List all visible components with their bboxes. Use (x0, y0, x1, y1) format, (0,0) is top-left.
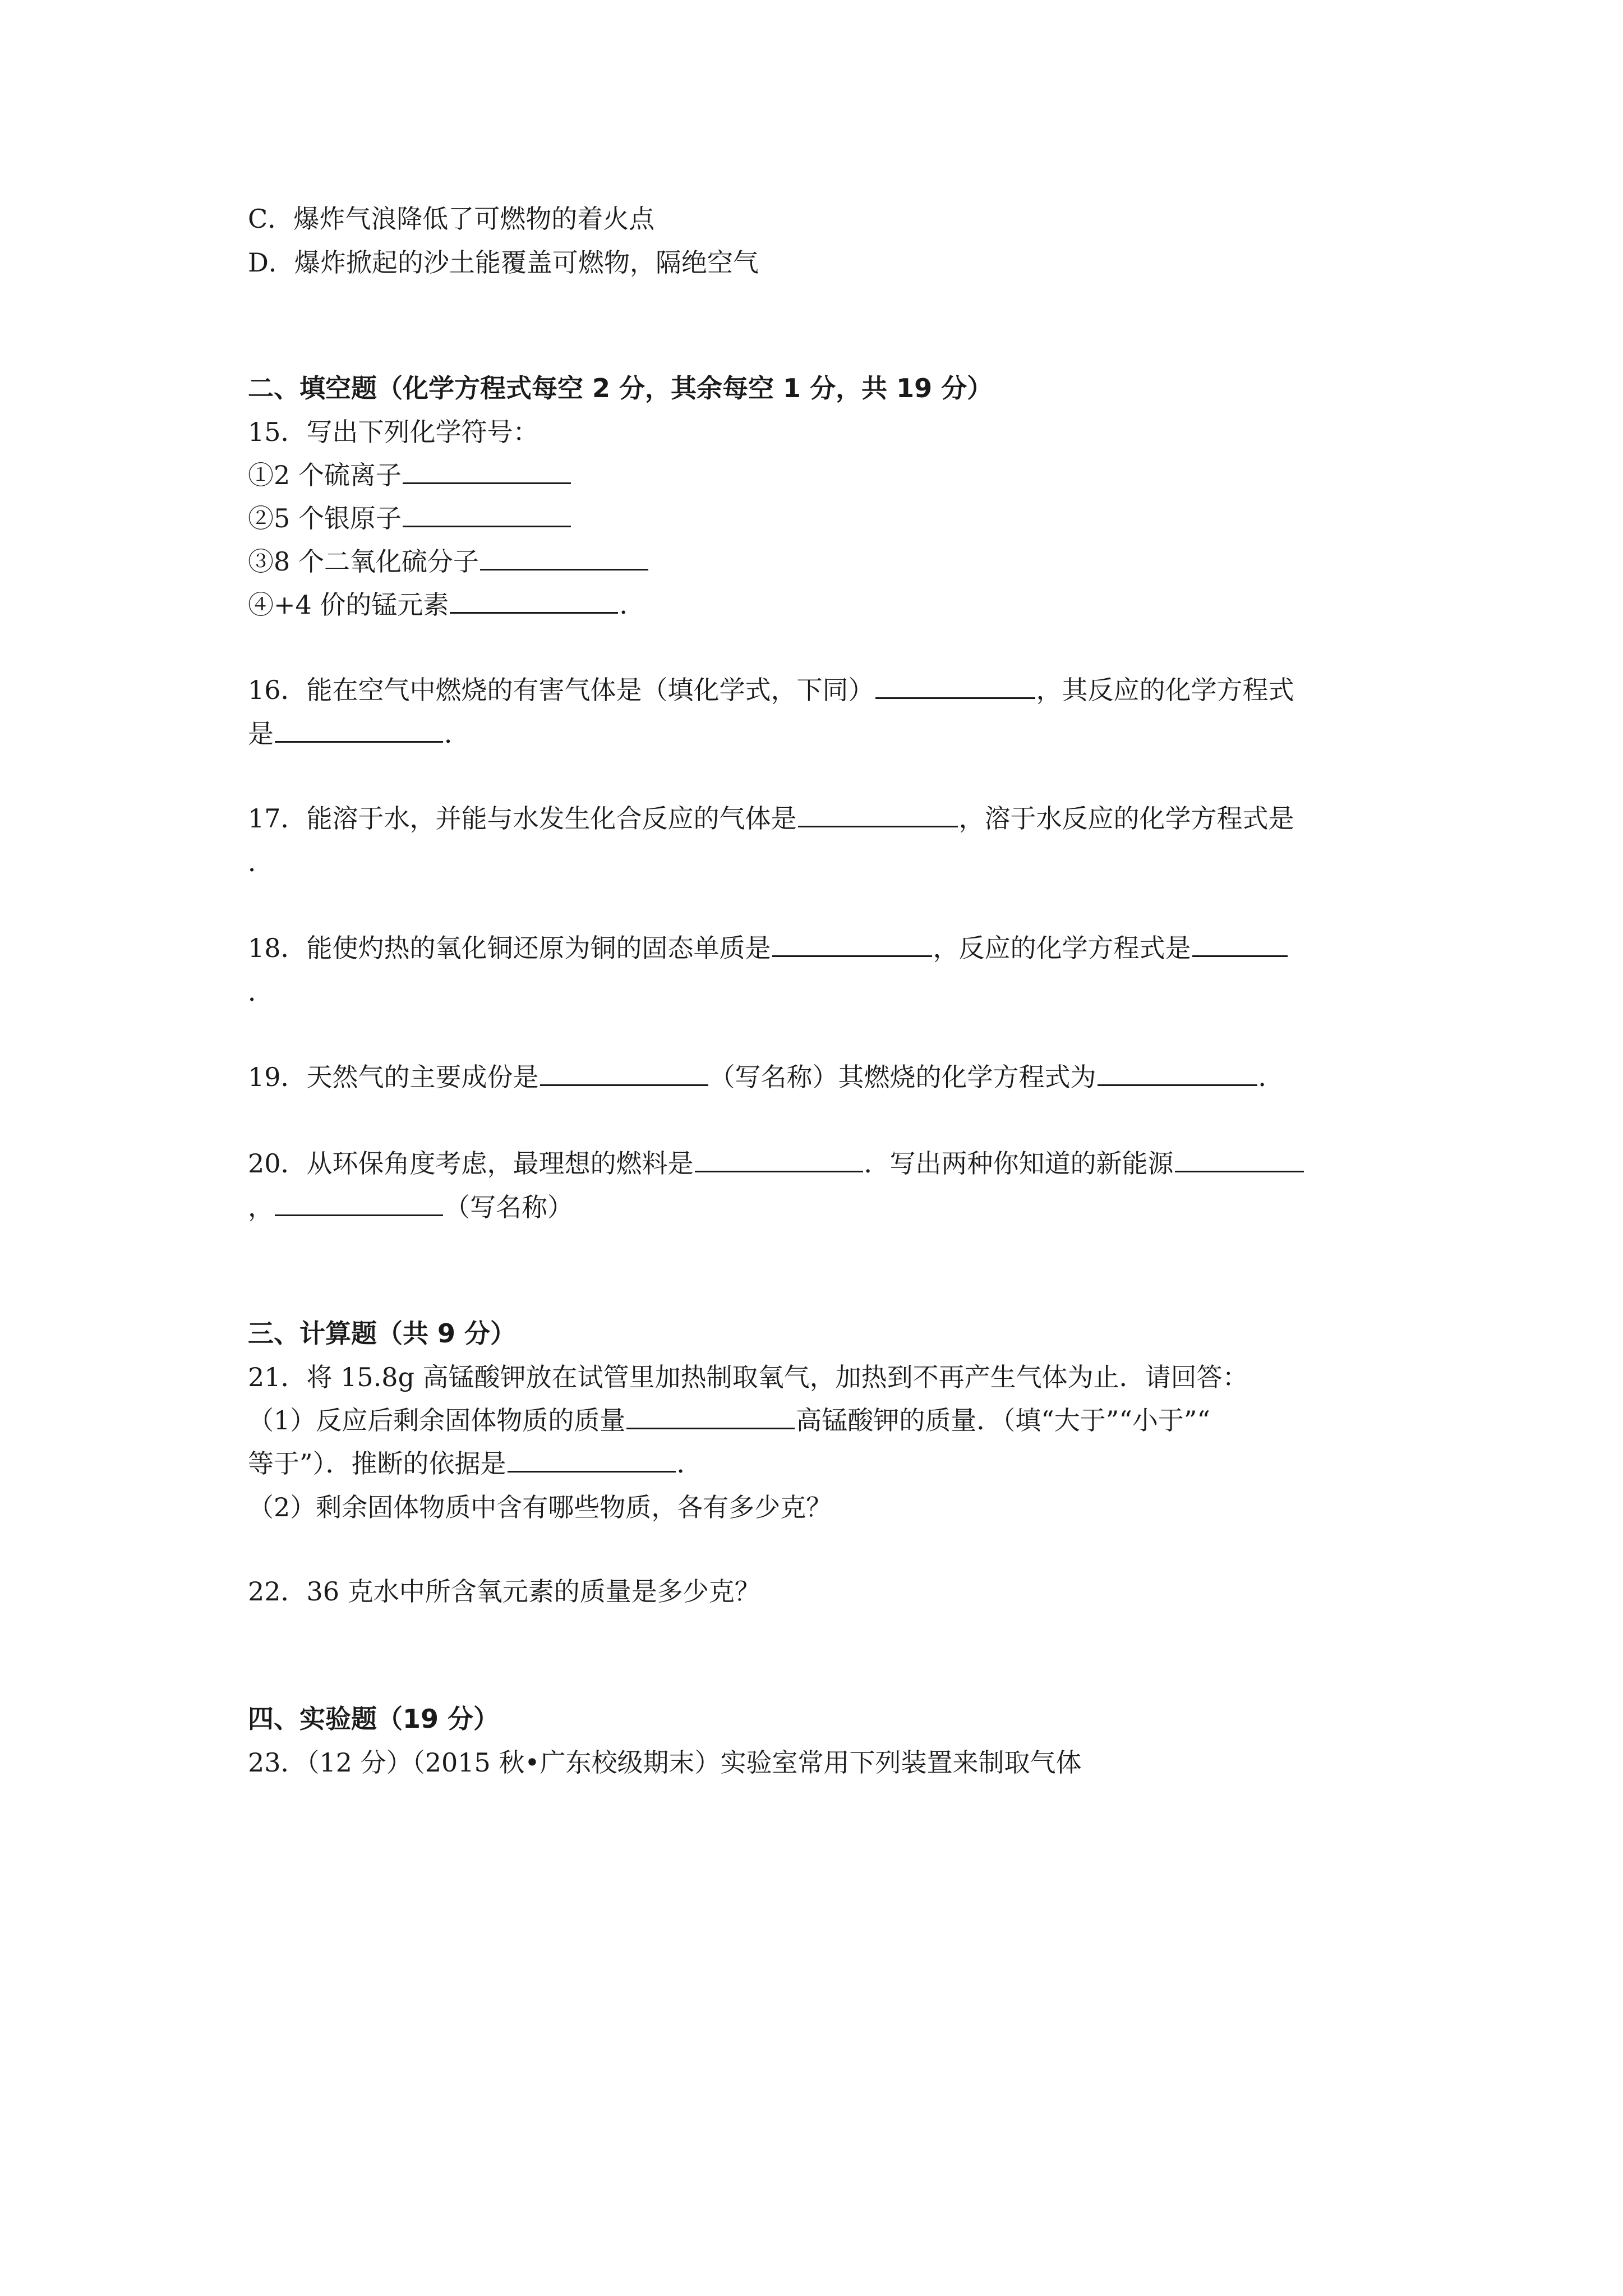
section-4-title: 四、实验题（19 分） (248, 1704, 500, 1734)
answer-blank[interactable] (275, 719, 443, 743)
question-18-line-1 (248, 930, 1289, 966)
question-16-text-a: 16．能在空气中燃烧的有害气体是（填化学式，下同） (248, 675, 874, 705)
question-16-text-c: 是 (248, 719, 274, 749)
question-16-line-1 (248, 672, 1294, 708)
question-21-part-1-cont (248, 1446, 703, 1481)
period: ． (676, 1448, 703, 1479)
question-17-text-b: ，溶于水反应的化学方程式是 (958, 803, 1294, 834)
comma: ， (248, 1192, 274, 1222)
question-19 (248, 1059, 1284, 1095)
answer-blank[interactable] (1192, 933, 1288, 957)
question-19-text-b: （写名称）其燃烧的化学方程式为 (709, 1062, 1096, 1092)
question-18-line-2: ． (248, 977, 274, 1007)
answer-blank[interactable] (875, 675, 1035, 699)
question-15-item-4 (248, 587, 645, 623)
answer-blank[interactable] (626, 1405, 795, 1429)
question-20-line-1 (248, 1145, 1305, 1181)
section-3-title: 三、计算题（共 9 分） (248, 1318, 517, 1349)
question-17-line-1 (248, 800, 1294, 836)
question-15-item-1-text: ①2 个硫离子 (248, 460, 402, 490)
question-20-text-a: 20．从环保角度考虑，最理想的燃料是 (248, 1148, 694, 1179)
answer-blank[interactable] (450, 590, 618, 614)
answer-blank[interactable] (403, 460, 571, 484)
option-c: C．爆炸气浪降低了可燃物的着火点 (248, 204, 655, 234)
question-16-text-b: ，其反应的化学方程式 (1036, 675, 1294, 705)
period: ． (1258, 1062, 1284, 1092)
question-21-text-c: 等于”）．推断的依据是 (248, 1448, 506, 1479)
period: ． (619, 590, 645, 620)
answer-blank[interactable] (508, 1448, 676, 1473)
question-23: 23．（12 分）（2015 秋•广东校级期末）实验室常用下列装置来制取气体 (248, 1747, 1082, 1778)
period: ． (444, 719, 470, 749)
answer-blank[interactable] (1175, 1148, 1304, 1172)
answer-blank[interactable] (695, 1148, 863, 1172)
question-18-text-a: 18．能使灼热的氧化铜还原为铜的固态单质是 (248, 933, 771, 963)
section-2-title: 二、填空题（化学方程式每空 2 分，其余每空 1 分，共 19 分） (248, 373, 993, 403)
question-21-part-1 (248, 1402, 1210, 1438)
answer-blank[interactable] (275, 1192, 443, 1216)
question-20-text-d: （写名称） (444, 1192, 573, 1222)
question-15-item-4-text: ④+4 价的锰元素 (248, 590, 449, 620)
question-22: 22．36 克水中所含氧元素的质量是多少克？ (248, 1576, 760, 1607)
question-15-item-1 (248, 457, 572, 493)
question-15-item-3 (248, 544, 649, 579)
question-15: 15．写出下列化学符号： (248, 417, 539, 447)
answer-blank[interactable] (403, 503, 571, 527)
question-21-text-b: 高锰酸钾的质量．（填“大于”“小于”“ (796, 1405, 1210, 1435)
question-21: 21．将 15.8g 高锰酸钾放在试管里加热制取氧气，加热到不再产生气体为止．请回答： (248, 1362, 1248, 1392)
question-17-text-a: 17．能溶于水，并能与水发生化合反应的气体是 (248, 803, 797, 834)
question-15-item-2-text: ②5 个银原子 (248, 503, 402, 533)
question-20-text-b: ．写出两种你知道的新能源 (864, 1148, 1174, 1179)
question-21-text-a: （1）反应后剩余固体物质的质量 (248, 1405, 626, 1435)
question-15-item-3-text: ③8 个二氧化硫分子 (248, 546, 479, 577)
answer-blank[interactable] (540, 1062, 708, 1086)
question-17-line-2: ． (248, 847, 274, 877)
question-15-item-2 (248, 500, 572, 536)
question-18-text-b: ，反应的化学方程式是 (933, 933, 1191, 963)
answer-blank[interactable] (480, 546, 648, 570)
question-16-line-2 (248, 716, 470, 752)
answer-blank[interactable] (1098, 1062, 1257, 1086)
question-19-text-a: 19．天然气的主要成份是 (248, 1062, 539, 1092)
answer-blank[interactable] (772, 933, 932, 957)
question-21-part-2: （2）剩余固体物质中含有哪些物质，各有多少克？ (248, 1492, 832, 1522)
answer-blank[interactable] (798, 803, 958, 827)
question-20-line-2 (248, 1189, 573, 1225)
option-d: D．爆炸掀起的沙土能覆盖可燃物，隔绝空气 (248, 247, 759, 278)
